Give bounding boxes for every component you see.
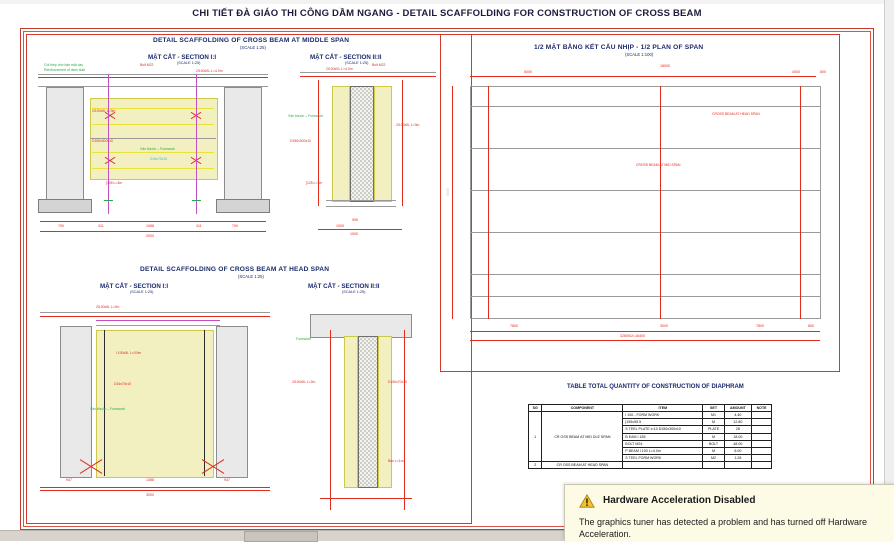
cell-sg: 1 (529, 412, 542, 462)
head-beam-block (96, 330, 214, 478)
cell-set: M1 (703, 412, 724, 419)
sec2-concrete-core (350, 86, 374, 202)
plan-girder-3 (470, 190, 820, 191)
plan-crossbeam-left (488, 86, 489, 319)
annotation-head-i100: 2I100x5L L=2m (96, 305, 120, 309)
dim-middle-700-right: 700 (232, 224, 238, 228)
cell-note (752, 412, 772, 419)
dim-middle-411-right: 411 (196, 224, 202, 228)
notification-popup[interactable] (564, 484, 894, 541)
plan-dim-7800-left: 7800 (510, 324, 518, 328)
girder-left-bottom-flange (38, 199, 92, 213)
sec2-deck-red (300, 76, 436, 77)
annotation-sec2-i100: 2I100xSL L=4.0m (326, 67, 353, 71)
head-girder-left (60, 326, 92, 478)
panel-frame-plan (440, 34, 840, 372)
section-title-middle-i: MẶT CẮT - SECTION I:I (148, 54, 217, 61)
annotation-head2-formwork: Formwork (296, 337, 312, 341)
cell-item: S TEEL PLATE t=10 D150x300x10 (623, 426, 703, 433)
panel-title-plan: 1/2 MẶT BẰNG KẾT CẤU NHỊP - 1/2 PLAN OF SPAN (534, 44, 704, 51)
annotation-formwork-mid: Vấn khuôn – Formwork (140, 147, 176, 151)
dim-middle-700-left: 700 (58, 224, 64, 228)
annotation-rebar-en: Reinforcement of deck slab (44, 68, 86, 72)
cell-item: I 100 - FORM WORK (623, 412, 703, 419)
plan-girder-4 (470, 232, 820, 233)
annotation-head-d16: D16x70x10 (114, 382, 132, 386)
head2-base (320, 498, 412, 499)
cell-note (752, 440, 772, 447)
th-component: COMPONENT (542, 405, 623, 412)
sec2-left-block (332, 86, 350, 202)
green-marker-right (192, 200, 201, 201)
table-header-row (529, 405, 772, 412)
plan-girder-1 (470, 106, 820, 107)
head-girder-right (216, 326, 248, 478)
dim-line-middle-2 (40, 231, 266, 232)
plan-dim-7800-right: 7800 (756, 324, 764, 328)
annotation-head2-i100: 2I100x5L L=2m (292, 380, 316, 384)
head2-right (378, 336, 392, 488)
cell-note (752, 433, 772, 440)
cell-set: PLATE (703, 426, 724, 433)
taskbar-button[interactable] (244, 531, 318, 542)
cell-component: CR OSS BEAM AT MID DLE SPAN (542, 412, 623, 462)
annotation-i100-40: 2I100xSL L=4.0m (196, 69, 223, 73)
head2-top-slab (310, 314, 412, 338)
plan-dim-6000: 6000 (524, 70, 532, 74)
sec2-bottom2 (326, 206, 396, 207)
cell-set: M (703, 433, 724, 440)
panel-title-middle-span: DETAIL SCAFFOLDING OF CROSS BEAM AT MIDDLE SPAN (153, 37, 350, 44)
cell-set: M2 (703, 454, 724, 461)
table-caption: TABLE TOTAL QUANTITY OF CONSTRUCTION OF DIAPHRAM (567, 384, 744, 390)
annotation-head2-d150: D150x70x10 (388, 380, 408, 384)
cell-amount: 4.40 (724, 412, 751, 419)
dim-line-middle-1 (40, 221, 266, 222)
plan-dim-3000: 3000 (660, 324, 668, 328)
plan-dim-800-tr: 800 (820, 70, 826, 74)
section-scale-middle-ii: (SCALE 1:25) (345, 61, 369, 65)
sec2-right-block (374, 86, 392, 202)
annotation-bolt-m22: Bolt M22 (140, 63, 154, 67)
section-title-head-ii: MẶT CẮT - SECTION II:II (308, 283, 380, 290)
annotation-sec2-formwork: Vấn khuôn – Formwork (288, 114, 324, 118)
sec2-left-rail (318, 80, 319, 206)
deck-line-top (38, 74, 268, 75)
cell-note (752, 426, 772, 433)
dim-line-head (40, 490, 270, 491)
notification-body: The graphics tuner has detected a problem and has turned off Hardware Acceleration. (579, 517, 868, 540)
dim-head-3000: 3000 (146, 493, 154, 497)
head2-rail-left (330, 330, 331, 510)
annotation-sec2-d150: D150x300x10 (290, 139, 311, 143)
dim-middle-411-left: 411 (98, 224, 104, 228)
annotation-sec2-bolt: Bolt M22 (372, 63, 386, 67)
cell-amount: 6.00 (724, 447, 751, 454)
cell-item: BOLT M24 (623, 440, 703, 447)
dim-head-947-right: 947 (224, 478, 230, 482)
head-deck-top (40, 312, 270, 313)
section-scale-head-ii: (SCALE 1:25) (342, 290, 366, 294)
annotation-d16-mid: D16x70x10 (150, 157, 168, 161)
annotation-head2-bolt: Bản L=1m (388, 459, 404, 463)
warning-icon (579, 494, 595, 508)
plan-edge-right (820, 86, 821, 319)
sec2-deck-top (300, 72, 436, 73)
plan-dim-18000: 18000 (660, 64, 670, 68)
cell-item: [155x55.5 (623, 419, 703, 426)
cell-note (752, 462, 772, 469)
plan-label-head-span: CROSS BEAM AT HEAD SPAN (712, 112, 760, 116)
plan-outline-bottom (470, 318, 820, 319)
head2-core (358, 336, 378, 488)
cell-note (752, 447, 772, 454)
girder-right-web (224, 87, 262, 201)
panel-title-head-span: DETAIL SCAFFOLDING OF CROSS BEAM AT HEAD SPAN (140, 266, 330, 273)
plan-dim-vertical: 3000 (446, 188, 450, 196)
annotation-d150-mid: D150x300x10 (92, 139, 113, 143)
plan-dim-4000: 4000 (792, 70, 800, 74)
dim-head-947-left: 947 (66, 478, 72, 482)
green-marker-left (104, 200, 113, 201)
notification-title: Hardware Acceleration Disabled (603, 495, 756, 506)
annotation-c155: [155 L=3m (106, 181, 123, 185)
cell-sg: 2 (529, 462, 542, 469)
annotation-sec2-c125: [125 L=3m (306, 181, 323, 185)
cell-amount: 18.00 (724, 433, 751, 440)
vertical-scrollbar[interactable] (884, 0, 894, 530)
girder-left-web (46, 87, 84, 201)
head-purple-line (96, 320, 220, 321)
dim-middle-1088: 1088 (146, 224, 154, 228)
dim-sec2-1000: 1000 (336, 224, 344, 228)
dim-head-1388: 1388 (146, 478, 154, 482)
page-title: CHI TIẾT ĐÀ GIÁO THI CÔNG DẦM NGANG - DETAIL SCAFFOLDING FOR CONSTRUCTION OF CROSS BEAM (192, 8, 702, 19)
window-top-strip (0, 0, 894, 4)
cell-item (623, 462, 703, 469)
th-note: NOTE (752, 405, 772, 412)
cell-set: BOLT (703, 440, 724, 447)
cell-item: S TEEL FORM WORK (623, 454, 703, 461)
cell-item: B EAM I 155 (623, 433, 703, 440)
section-title-head-i: MẶT CẮT - SECTION I:I (100, 283, 169, 290)
cell-item: P BEAM I 100 L=4.0m (623, 447, 703, 454)
plan-girder-2 (470, 148, 820, 149)
cell-amount (724, 462, 751, 469)
plan-dim-bottom-line (470, 331, 820, 332)
annotation-rebar-vn: Cốt thép chờ bản mặt cầu (44, 63, 84, 67)
sec2-right-rail (402, 80, 403, 206)
plan-dim-top-line (470, 76, 816, 77)
cell-set: M (703, 447, 724, 454)
annotation-head-i1009: I 100x5L L=0.9m (116, 351, 142, 355)
dim-sec2-1000b: 1000 (350, 232, 358, 236)
plan-dim-bottom-line2 (470, 340, 820, 341)
head-beam-inner-right (204, 330, 205, 476)
dim-sec2-905: 905 (352, 218, 358, 222)
panel-scale-plan: (SCALE 1:100) (625, 52, 654, 57)
section-title-middle-ii: MẶT CẮT - SECTION II:II (310, 54, 382, 61)
cell-amount: 12.80 (724, 419, 751, 426)
head-cyan-line (96, 325, 220, 326)
plan-dim-800-br: 800 (808, 324, 814, 328)
head-deck-red (40, 316, 270, 317)
annotation-sec2-i1005l: 2I100x5L L=3m (396, 123, 420, 127)
head2-left (344, 336, 358, 488)
head2-rail-right (404, 330, 405, 510)
deck-line-red (38, 77, 268, 78)
panel-scale-middle-span: (SCALE 1:25) (240, 45, 266, 50)
th-sg: SG (529, 405, 542, 412)
plan-left-vert-dim (452, 86, 453, 319)
plan-edge-left (470, 86, 471, 319)
plan-crossbeam-head (800, 86, 801, 319)
dim-line-sec2 (318, 229, 402, 230)
sec2-bottom (326, 200, 396, 201)
girder-right-bottom-flange (216, 199, 270, 213)
th-amount: AMOUNT (724, 405, 751, 412)
plan-girder-6 (470, 296, 820, 297)
cell-amount: 28 (724, 426, 751, 433)
head-base-line (40, 487, 270, 488)
plan-label-mid-span: CROSS BEAM AT MID SPAN (636, 163, 681, 167)
quantity-table (528, 404, 772, 469)
plan-outline-top (470, 86, 820, 87)
plan-crossbeam-mid (660, 86, 661, 319)
table-row (529, 462, 772, 469)
cell-note (752, 454, 772, 461)
hanger-line-left (108, 74, 109, 214)
cell-amount: 48.00 (724, 440, 751, 447)
cell-set: M (703, 419, 724, 426)
head-beam-inner-left (104, 330, 105, 476)
annotation-i100-3m: 2I100x5L L=3m (92, 109, 116, 113)
annotation-head-formwork: Vấn khuôn – Formwork (90, 407, 126, 411)
plan-girder-5 (470, 274, 820, 275)
section-scale-middle-i: (SCALE 1:25) (177, 61, 201, 65)
hanger-line-right (196, 74, 197, 214)
panel-scale-head-span: (SCALE 1:25) (238, 274, 264, 279)
table-row (529, 412, 772, 419)
dim-middle-2000: 2000 (146, 234, 154, 238)
plan-dim-total: 32800/2=16400 (620, 334, 646, 338)
section-scale-head-i: (SCALE 1:25) (130, 290, 154, 294)
th-item: ITEM (623, 405, 703, 412)
cell-amount: 1.28 (724, 454, 751, 461)
cell-component: CR OSS BEAM AT HEAD SPAN (542, 462, 623, 469)
cell-note (752, 419, 772, 426)
th-set: SET (703, 405, 724, 412)
cell-set (703, 462, 724, 469)
